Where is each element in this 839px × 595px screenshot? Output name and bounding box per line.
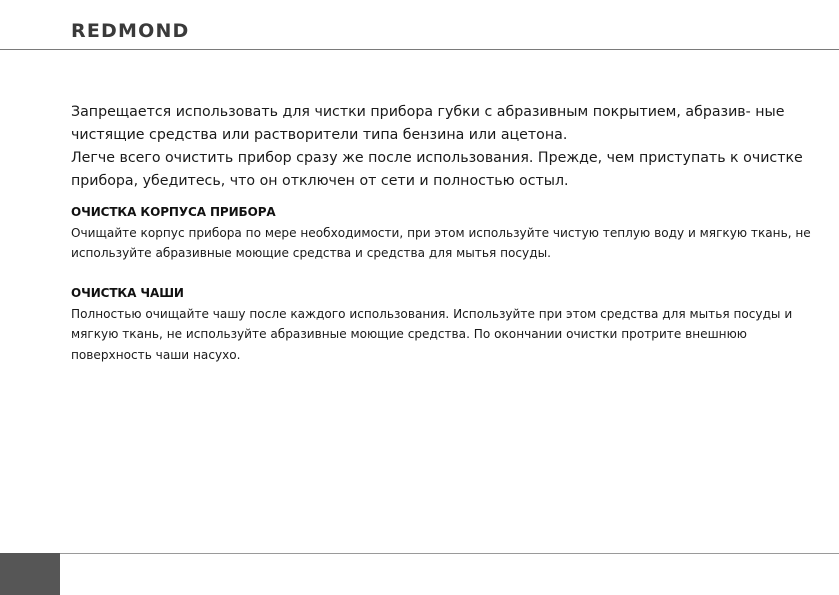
- section-bowl-cleaning: [71, 284, 811, 365]
- section-body-cleaning: [71, 203, 811, 264]
- section-title: ОЧИСТКА КОРПУСА ПРИБОРА: [71, 205, 276, 219]
- footer-divider: [0, 553, 839, 554]
- section-text: Полностью очищайте чашу после каждого использования. Используйте при этом средства для мытья посуды и мягкую ткань, не используйте абразивные моющие средства. По окончании очистки протрите внешнюю поверхность чаши насухо.: [71, 307, 793, 362]
- page-number-tab: [0, 553, 60, 595]
- intro-paragraph-warning: Запрещается использовать для чистки прибора губки с абразивным покрытием, абразив- ные чистящие средства или растворители типа бензина или ацетона.: [71, 104, 785, 143]
- header-divider: [0, 49, 839, 50]
- intro-paragraph-advice: Легче всего очистить прибор сразу же после использования. Прежде, чем приступать к очистке прибора, убедитесь, что он отключен от сети и полностью остыл.: [71, 150, 803, 189]
- brand-logo: REDMOND: [71, 20, 190, 42]
- section-text: Очищайте корпус прибора по мере необходимости, при этом используйте чистую теплую воду и мягкую ткань, не используйте абразивные моющие средства и средства для мытья посуды.: [71, 226, 811, 261]
- section-title: ОЧИСТКА ЧАШИ: [71, 286, 184, 300]
- intro-block: [71, 101, 811, 193]
